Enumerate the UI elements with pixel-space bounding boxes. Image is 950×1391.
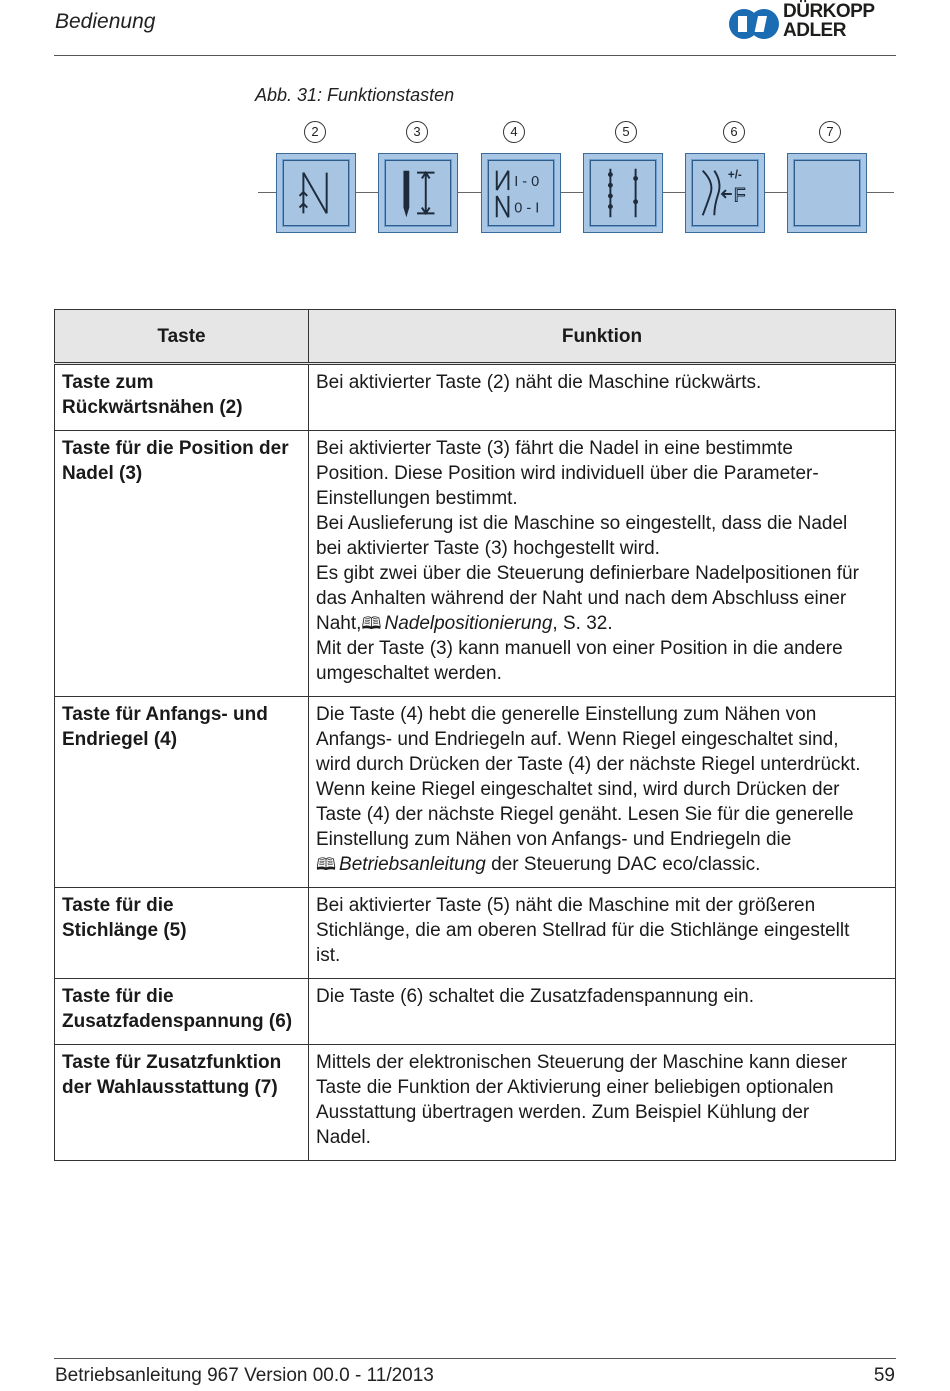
page-number: 59 [873,1365,895,1386]
callout-4: 4 [503,121,525,143]
function-cell [309,431,896,697]
key-name-line: Zusatzfadenspannung (6) [62,1011,293,1032]
key-name-line: Taste für Zusatzfunktion [62,1052,282,1073]
function-line: Stichlänge, die am oberen Stellrad für die Stichlänge eingestellt [316,920,850,941]
bartack-label-bottom: 0 - I [514,200,540,217]
function-line: Ausstattung übertragen werden. Zum Beispiel Kühlung der [316,1102,810,1123]
bartack-label-top: I - 0 [514,174,540,191]
logo-line-1: DÜRKOPP [783,1,875,22]
function-line: ist. [316,945,341,966]
function-line: Anfangs- und Endriegeln auf. Wenn Riegel eingeschaltet sind, [316,729,839,750]
table-header-row [55,310,896,364]
table-row [55,697,896,888]
footer-document: Betriebsanleitung 967 Version 00.0 - 11/2013 [55,1365,434,1386]
key-name-cell [55,431,309,697]
function-keys-figure [0,0,950,260]
function-line: wird durch Drücken der Taste (4) der nächste Riegel unterdrückt. [316,754,861,775]
key-name-line: Taste für die [62,986,174,1007]
function-line: Die Taste (4) hebt die generelle Einstellung zum Nähen von [316,704,817,725]
section-title: Bedienung [55,10,156,33]
function-line: Bei aktivierter Taste (3) fährt die Nadel in eine bestimmte [316,438,793,459]
logo-line-2: ADLER [783,20,846,41]
function-line: Position. Diese Position wird individuell über die Parameter- [316,463,819,484]
function-line: bei aktivierter Taste (3) hochgestellt wird. [316,538,660,559]
key-name-cell [55,888,309,979]
callout-3: 3 [406,121,428,143]
tension-letter-label: F [733,184,746,207]
function-cell [309,364,896,431]
book-icon: 🕮 [316,855,337,874]
function-cell [309,1045,896,1161]
function-line: Taste die Funktion der Aktivierung einer beliebigen optionalen [316,1077,834,1098]
bartack-icon [489,161,553,225]
function-line: Es gibt zwei über die Steuerung definierbare Nadelpositionen für [316,563,859,584]
key-name-line: Rückwärtsnähen (2) [62,397,243,418]
function-line: Bei aktivierter Taste (2) näht die Maschine rückwärts. [316,372,762,393]
callout-2: 2 [304,121,326,143]
key-name-line: Endriegel (4) [62,729,178,750]
table-row [55,431,896,697]
function-reference-line [316,611,889,636]
key-name-line: Stichlänge (5) [62,920,187,941]
reference-link[interactable]: Betriebsanleitung [339,854,486,875]
function-cell [309,888,896,979]
header-taste: Taste [55,310,309,364]
function-line: Einstellungen bestimmt. [316,488,518,509]
callout-5: 5 [615,121,637,143]
optional-function-key [787,153,867,233]
function-line: Bei Auslieferung ist die Maschine so eingestellt, dass die Nadel [316,513,848,534]
function-line: umgeschaltet werden. [316,663,502,684]
thread-tension-icon [693,161,757,225]
table-row [55,1045,896,1161]
function-line: Bei aktivierter Taste (5) näht die Maschine mit der größeren [316,895,816,916]
key-name-line: Taste für die Position der [62,438,289,459]
key-name-cell [55,697,309,888]
function-line: Mit der Taste (3) kann manuell von einer Position in die andere [316,638,843,659]
function-line: Wenn keine Riegel eingeschaltet sind, wird durch Drücken der [316,779,840,800]
needle-position-key [378,153,458,233]
function-line: Mittels der elektronischen Steuerung der Maschine kann dieser [316,1052,848,1073]
figure-caption: Abb. 31: Funktionstasten [255,85,455,105]
key-name-cell [55,1045,309,1161]
key-name-cell [55,364,309,431]
table-row [55,979,896,1045]
backstitch-key [276,153,356,233]
function-cell [309,697,896,888]
book-icon: 🕮 [361,614,382,633]
key-name-line: Taste für Anfangs- und [62,704,268,725]
stitch-length-icon [591,161,655,225]
function-line: Einstellung zum Nähen von Anfangs- und Endriegeln die [316,829,792,850]
function-line: das Anhalten während der Naht und nach dem Abschluss einer [316,588,847,609]
blank-key-icon [794,160,860,226]
function-keys-table [54,309,896,1161]
key-name-line: der Wahlausstattung (7) [62,1077,278,1098]
function-reference-line [316,852,889,877]
function-line: Nadel. [316,1127,371,1148]
key-name-line: Taste für die [62,895,174,916]
reference-suffix: der Steuerung DAC eco/classic. [485,854,761,875]
footer-divider [54,1358,896,1359]
key-name-line: Taste zum [62,372,154,393]
key-name-line: Nadel (3) [62,463,143,484]
function-cell [309,979,896,1045]
tension-sign-label: +/- [727,168,742,182]
function-line: Die Taste (6) schaltet die Zusatzfadenspannung ein. [316,986,754,1007]
reference-prefix: Naht, [316,613,362,634]
backstitch-icon [284,161,348,225]
callout-6: 6 [723,121,745,143]
reference-suffix: , S. 32. [552,613,613,634]
table-row [55,888,896,979]
thread-tension-key [685,153,765,233]
bartack-key [481,153,561,233]
header-funktion: Funktion [309,310,896,364]
function-line: Taste (4) der nächste Riegel genäht. Lesen Sie für die generelle [316,804,854,825]
callout-7: 7 [819,121,841,143]
reference-link[interactable]: Nadelpositionierung [384,613,553,634]
key-name-cell [55,979,309,1045]
stitch-length-key [583,153,663,233]
needle-position-icon [386,161,450,225]
table-row [55,364,896,431]
